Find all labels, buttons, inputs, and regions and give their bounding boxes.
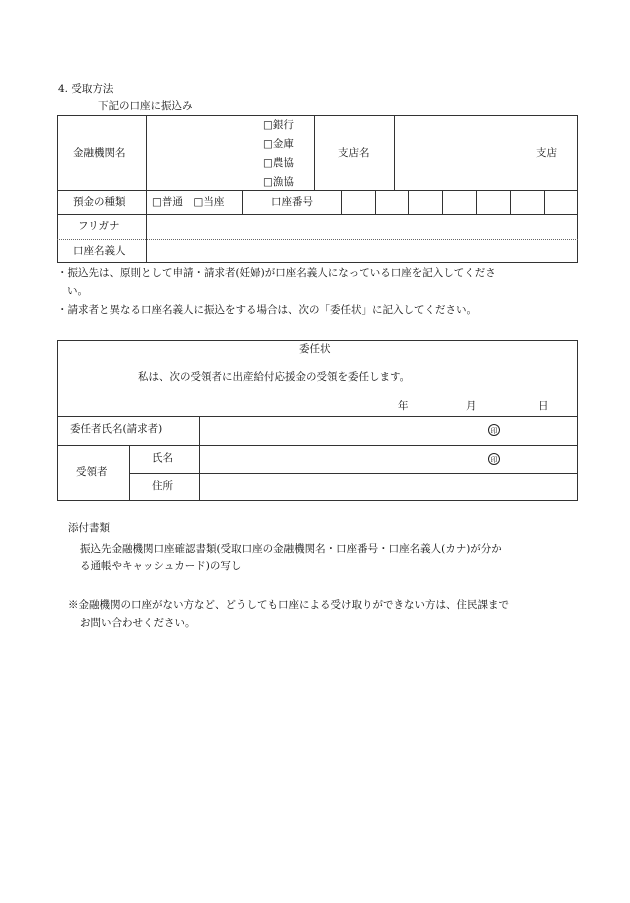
footnote-line-1: ※金融機関の口座がない方など、どうしても口座による受け取りができない方は、住民課まで — [68, 599, 509, 611]
note-2: ・請求者と異なる口座名義人に振込をする場合は、次の「委任状」に記入してください。 — [57, 304, 477, 316]
seal-mark: 印 — [488, 453, 500, 465]
branch-name-label: 支店名 — [338, 147, 370, 159]
bank-type-bank[interactable]: □銀行 — [263, 119, 294, 131]
note-1-line-2: い。 — [67, 285, 88, 297]
bank-type-shinkin[interactable]: □金庫 — [263, 138, 294, 150]
account-table-label-divider — [146, 115, 147, 263]
account-number-label: 口座番号 — [271, 196, 313, 208]
attachments-line-1: 振込先金融機関口座確認書類(受取口座の金融機関名・口座番号・口座名義人(カナ)が分か — [80, 543, 502, 555]
attachments-heading: 添付書類 — [68, 522, 110, 534]
bank-name-label: 金融機関名 — [73, 147, 126, 159]
account-table — [57, 115, 578, 263]
delegator-label: 委任者氏名(請求者) — [70, 423, 163, 435]
footnote-line-2: お問い合わせください。 — [80, 617, 196, 629]
section-subtitle: 下記の口座に振込み — [98, 100, 193, 112]
attachments-line-2: る通帳やキャッシュカード)の写し — [80, 560, 242, 572]
recipient-label: 受領者 — [76, 466, 108, 478]
deposit-type-options[interactable]: □普通 □当座 — [152, 196, 225, 208]
furigana-label: フリガナ — [78, 220, 120, 232]
proxy-statement: 私は、次の受領者に出産給付応援金の受領を委任します。 — [138, 371, 411, 383]
date-year: 年 — [398, 400, 409, 412]
proxy-title: 委任状 — [299, 343, 331, 355]
section-title: 4. 受取方法 — [58, 83, 114, 95]
date-month: 月 — [466, 400, 477, 412]
recipient-name-label: 氏名 — [152, 452, 173, 464]
account-holder-label: 口座名義人 — [73, 245, 126, 257]
proxy-form — [57, 340, 578, 501]
seal-mark: 印 — [488, 424, 500, 436]
date-day: 日 — [538, 400, 549, 412]
branch-suffix: 支店 — [536, 147, 557, 159]
bank-type-nokyo[interactable]: □農協 — [263, 157, 294, 169]
bank-type-gyokyo[interactable]: □漁協 — [263, 176, 294, 188]
note-1-line-1: ・振込先は、原則として申請・請求者(妊婦)が口座名義人になっている口座を記入してくださ — [57, 267, 496, 279]
recipient-address-label: 住所 — [152, 480, 173, 492]
deposit-type-label: 預金の種類 — [73, 196, 126, 208]
